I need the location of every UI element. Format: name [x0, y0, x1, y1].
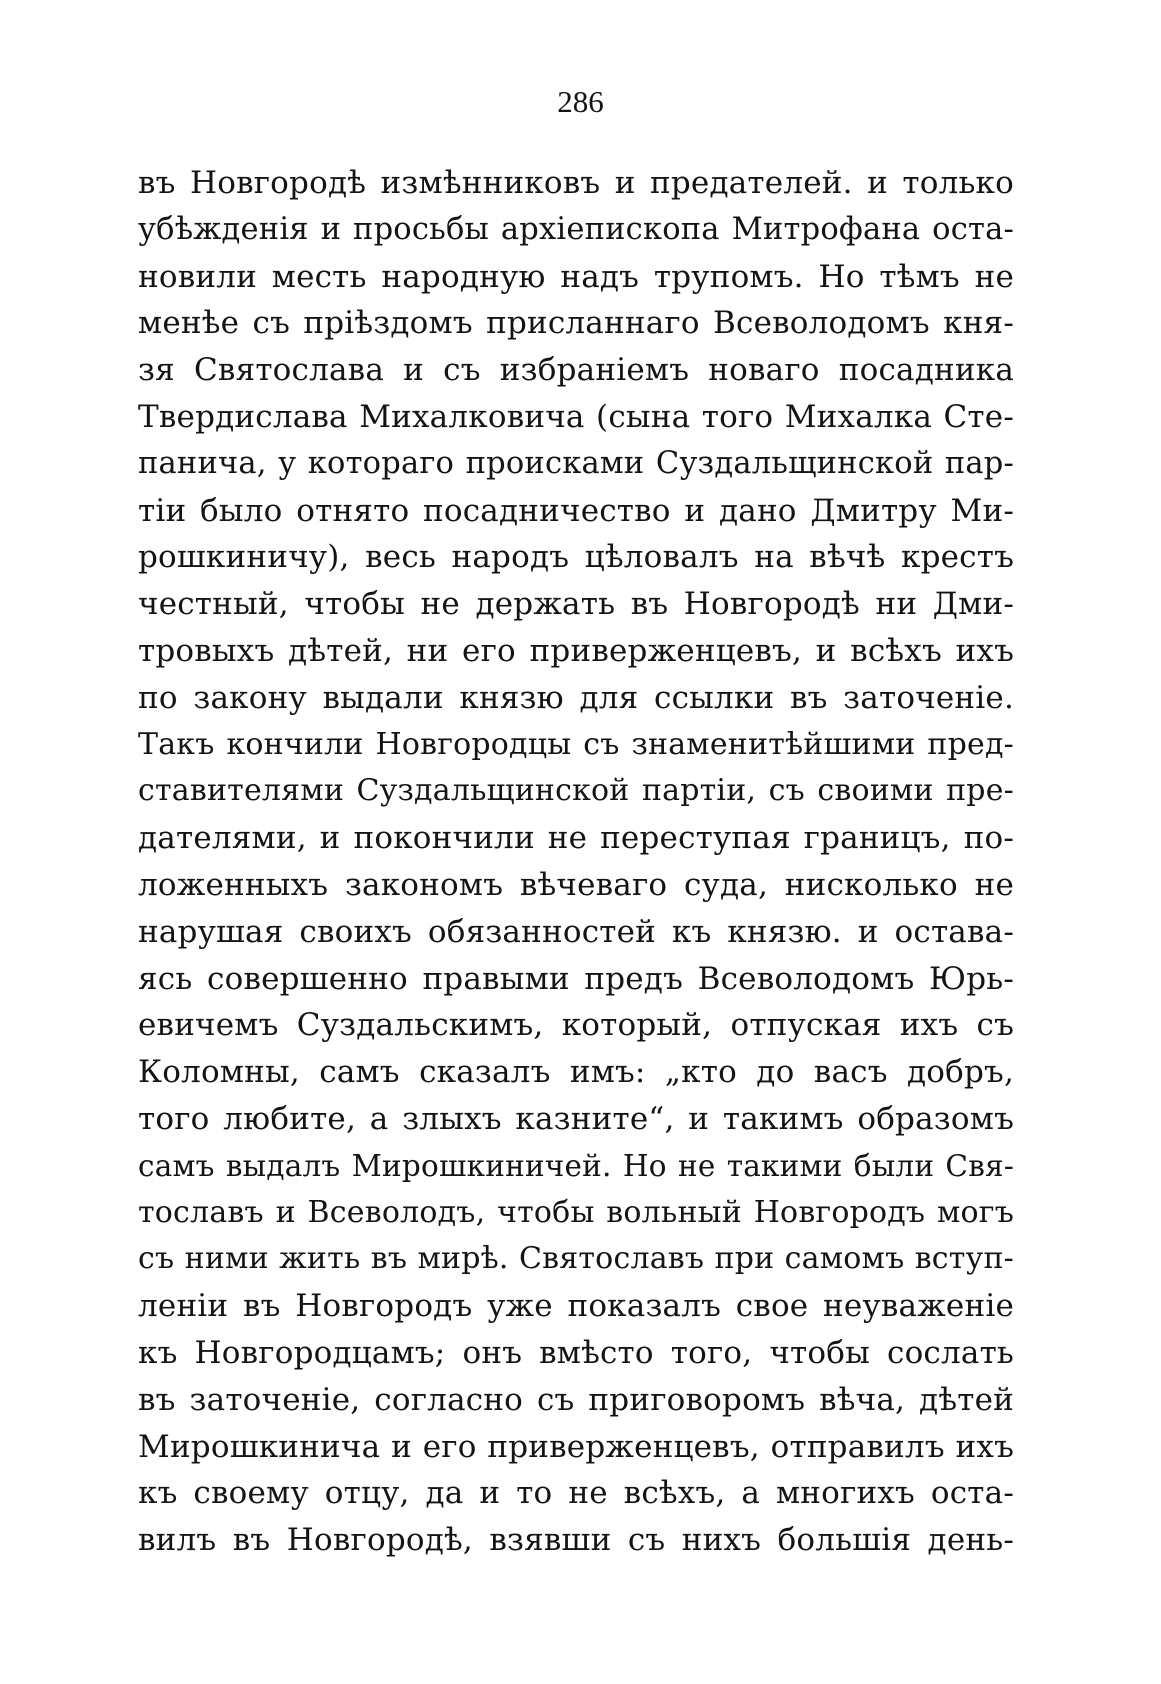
text-line: рошкиничу), весь народъ цѣловалъ на вѣчѣ крестъ: [138, 539, 1014, 576]
text-line: въ заточеніе, согласно съ приговоромъ вѣча, дѣтей: [138, 1381, 1014, 1418]
text-line: Такъ кончили Новгородцы съ знаменитѣйшими пред-: [138, 726, 1014, 762]
text-line: по закону выдали князю для ссылки въ заточеніе.: [138, 679, 1014, 716]
text-line: Мирошкинича и его приверженцевъ, отправилъ ихъ: [138, 1428, 1014, 1465]
text-line: новили месть народную надъ трупомъ. Но тѣмъ не: [138, 258, 1014, 295]
text-line: ложенныхъ закономъ вѣчеваго суда, нисколько не: [138, 866, 1014, 903]
text-line: Твердислава Михалковича (сына того Михалка Сте-: [138, 398, 1014, 435]
text-line: зя Святослава и съ избраніемъ новаго посадника: [138, 352, 1014, 389]
text-line: съ ними жить въ мирѣ. Святославъ при самомъ вступ-: [138, 1241, 1014, 1277]
text-line: Коломны, самъ сказалъ имъ: „кто до васъ добръ,: [138, 1054, 1014, 1091]
text-line: вилъ въ Новгородѣ, взявши съ нихъ большія день-: [138, 1522, 1014, 1559]
text-line: менѣе съ пріѣздомъ присланнаго Всеволодомъ кня-: [138, 305, 1014, 342]
text-line: самъ выдалъ Мирошкиничей. Но не такими были Свя-: [138, 1148, 1014, 1183]
text-line: тровыхъ дѣтей, ни его приверженцевъ, и всѣхъ ихъ: [138, 632, 1014, 669]
text-line: дателями, и покончили не переступая границъ, по-: [138, 820, 1014, 857]
text-line: убѣжденія и просьбы архіепископа Митрофана оста-: [138, 211, 1014, 247]
text-line: къ Новгородцамъ; онъ вмѣсто того, чтобы сослать: [138, 1334, 1014, 1371]
text-line: тіи было отнято посадничество и дано Дмитру Ми-: [138, 492, 1014, 529]
text-line: тославъ и Всеволодъ, чтобы вольный Новгородъ могъ: [138, 1194, 1014, 1230]
text-line: честный, чтобы не держать въ Новгородѣ ни Дми-: [138, 586, 1014, 623]
text-line: того любите, а злыхъ казните“, и такимъ образомъ: [138, 1100, 1014, 1137]
text-line: ясь совершенно правыми предъ Всеволодомъ Юрь-: [138, 960, 1014, 997]
text-line: въ Новгородѣ измѣнниковъ и предателей. и только: [138, 165, 1014, 201]
text-line: панича, у котораго происками Суздальщинской пар-: [138, 445, 1014, 481]
text-line: евичемъ Суздальскимъ, который, отпуская ихъ съ: [138, 1007, 1014, 1044]
body-text: [138, 160, 1014, 1564]
text-line: леніи въ Новгородъ уже показалъ свое неуваженіе: [138, 1288, 1014, 1325]
page-number: 286: [557, 84, 604, 119]
text-line: нарушая своихъ обязанностей къ князю. и остава-: [138, 913, 1014, 950]
text-line: ставителями Суздальщинской партіи, съ своими пре-: [138, 773, 1014, 809]
text-line: къ своему отцу, да и то не всѣхъ, а многихъ оста-: [138, 1475, 1014, 1512]
